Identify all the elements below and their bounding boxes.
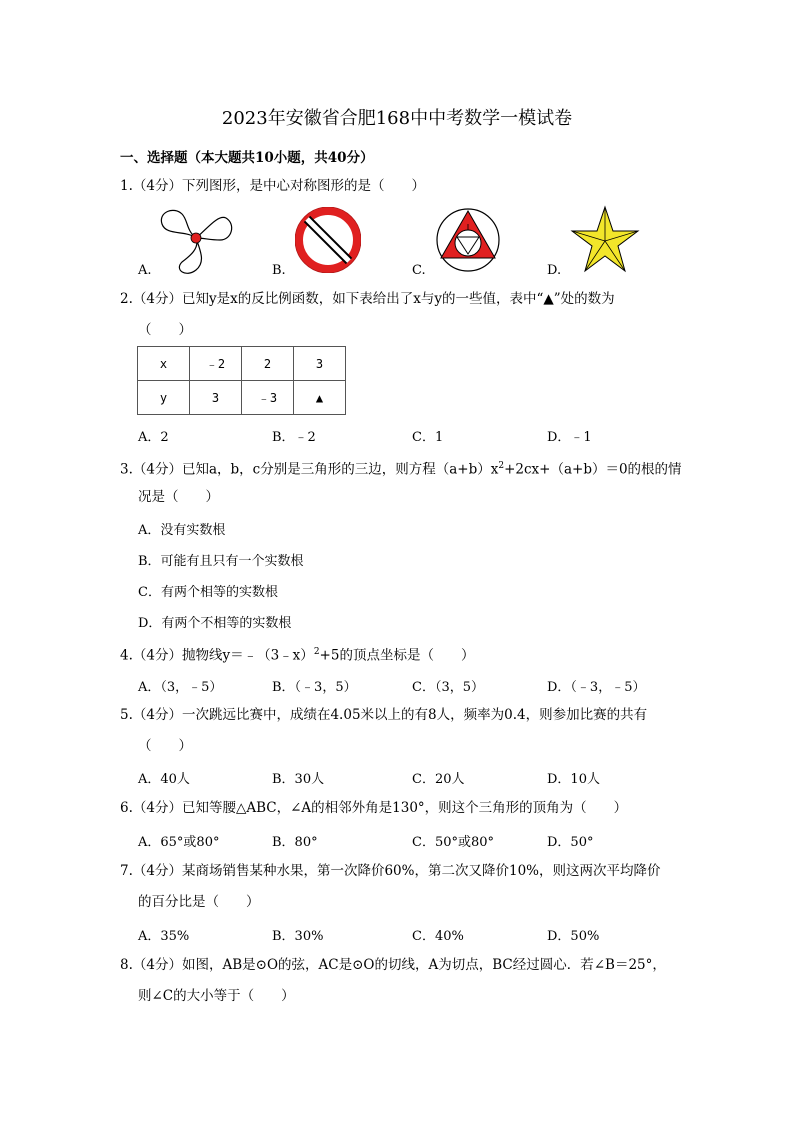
q3-text-pre: 3.（4分）已知a，b，c分别是三角形的三边，则方程（a+b）x — [120, 461, 499, 478]
table-cell: ﹣3 — [242, 381, 294, 415]
q1-option-c: C. — [412, 263, 426, 278]
section-heading: 一、选择题（本大题共10小题，共40分） — [120, 150, 374, 166]
question-5-text-line2: （ ） — [138, 738, 192, 754]
question-4-text — [120, 643, 474, 665]
q1-option-b: B. — [272, 263, 286, 278]
q7-option-a: A．35% — [138, 929, 190, 944]
question-2-text-line2: （ ） — [138, 322, 192, 338]
q4-text-post: +5的顶点坐标是（ ） — [319, 647, 475, 664]
q6-option-b: B．80° — [272, 835, 318, 850]
q3-exponent: 2 — [498, 461, 505, 471]
table-row-x — [138, 347, 346, 381]
table-cell: ▲ — [294, 381, 346, 415]
q4-option-a: A．（3，﹣5） — [138, 680, 223, 695]
question-3-text-line2: 况是（ ） — [138, 489, 219, 505]
question-7-text-line1: 7.（4分）某商场销售某种水果，第一次降价60%，第二次又降价10%，则这两次平均降价 — [120, 863, 661, 879]
q6-option-d: D．50° — [547, 835, 594, 850]
table-cell: 2 — [242, 347, 294, 381]
q5-option-c: C．20人 — [412, 772, 465, 787]
question-7-text-line2: 的百分比是（ ） — [138, 894, 260, 910]
question-2-text-line1: 2.（4分）已知y是x的反比例函数，如下表给出了x与y的一些值，表中“▲”处的数为 — [120, 291, 615, 307]
q1-option-a: A. — [138, 263, 152, 278]
table-cell: 3 — [190, 381, 242, 415]
q5-option-b: B．30人 — [272, 772, 325, 787]
table-cell: 3 — [294, 347, 346, 381]
triangle-in-circle-figure — [435, 207, 501, 273]
q3-option-d: D．有两个不相等的实数根 — [138, 616, 292, 631]
question-5-text-line1: 5.（4分）一次跳远比赛中，成绩在4.05米以上的有8人，频率为0.4，则参加比赛的共有 — [120, 707, 648, 723]
q7-option-d: D．50% — [547, 929, 600, 944]
q4-exponent: 2 — [313, 647, 320, 657]
question-8-text-line1: 8.（4分）如图，AB是⊙O的弦，AC是⊙O的切线，A为切点，BC经过圆心．若∠B＝25°， — [120, 957, 666, 973]
star-figure — [570, 205, 640, 275]
q3-option-c: C．有两个相等的实数根 — [138, 585, 278, 600]
question-6-text: 6.（4分）已知等腰△ABC，∠A的相邻外角是130°，则这个三角形的顶角为（ ） — [120, 800, 628, 816]
table-row-y — [138, 381, 346, 415]
no-entry-sign-figure — [295, 207, 361, 273]
q4-option-b: B．（﹣3，5） — [272, 680, 357, 695]
table-cell: y — [138, 381, 190, 415]
q4-text-pre: 4.（4分）抛物线y＝﹣（3﹣x） — [120, 647, 314, 664]
q2-option-a: A．2 — [138, 430, 169, 445]
q3-option-a: A．没有实数根 — [138, 523, 226, 538]
q5-option-d: D．10人 — [547, 772, 600, 787]
page-title: 2023年安徽省合肥168中中考数学一模试卷 — [221, 108, 573, 129]
q5-option-a: A．40人 — [138, 772, 190, 787]
q6-option-c: C．50°或80° — [412, 835, 495, 850]
q2-option-c: C．1 — [412, 430, 444, 445]
q1-option-d: D. — [547, 263, 562, 278]
table-cell: x — [138, 347, 190, 381]
q3-option-b: B．可能有且只有一个实数根 — [138, 554, 304, 569]
q7-option-c: C．40% — [412, 929, 464, 944]
q2-option-b: B．﹣2 — [272, 430, 316, 445]
pinwheel-figure — [156, 208, 238, 274]
xy-value-table — [137, 346, 346, 415]
q6-option-a: A．65°或80° — [138, 835, 220, 850]
question-8-text-line2: 则∠C的大小等于（ ） — [138, 988, 295, 1004]
q4-option-d: D．（﹣3，﹣5） — [547, 680, 646, 695]
q3-text-post: +2cx+（a+b）＝0的根的情 — [504, 461, 682, 478]
question-1-text: 1.（4分）下列图形，是中心对称图形的是（ ） — [120, 178, 425, 194]
q4-option-c: C．（3，5） — [412, 680, 484, 695]
q2-option-d: D．﹣1 — [547, 430, 592, 445]
q7-option-b: B．30% — [272, 929, 324, 944]
question-3-text-line1 — [120, 457, 682, 479]
table-cell: ﹣2 — [190, 347, 242, 381]
